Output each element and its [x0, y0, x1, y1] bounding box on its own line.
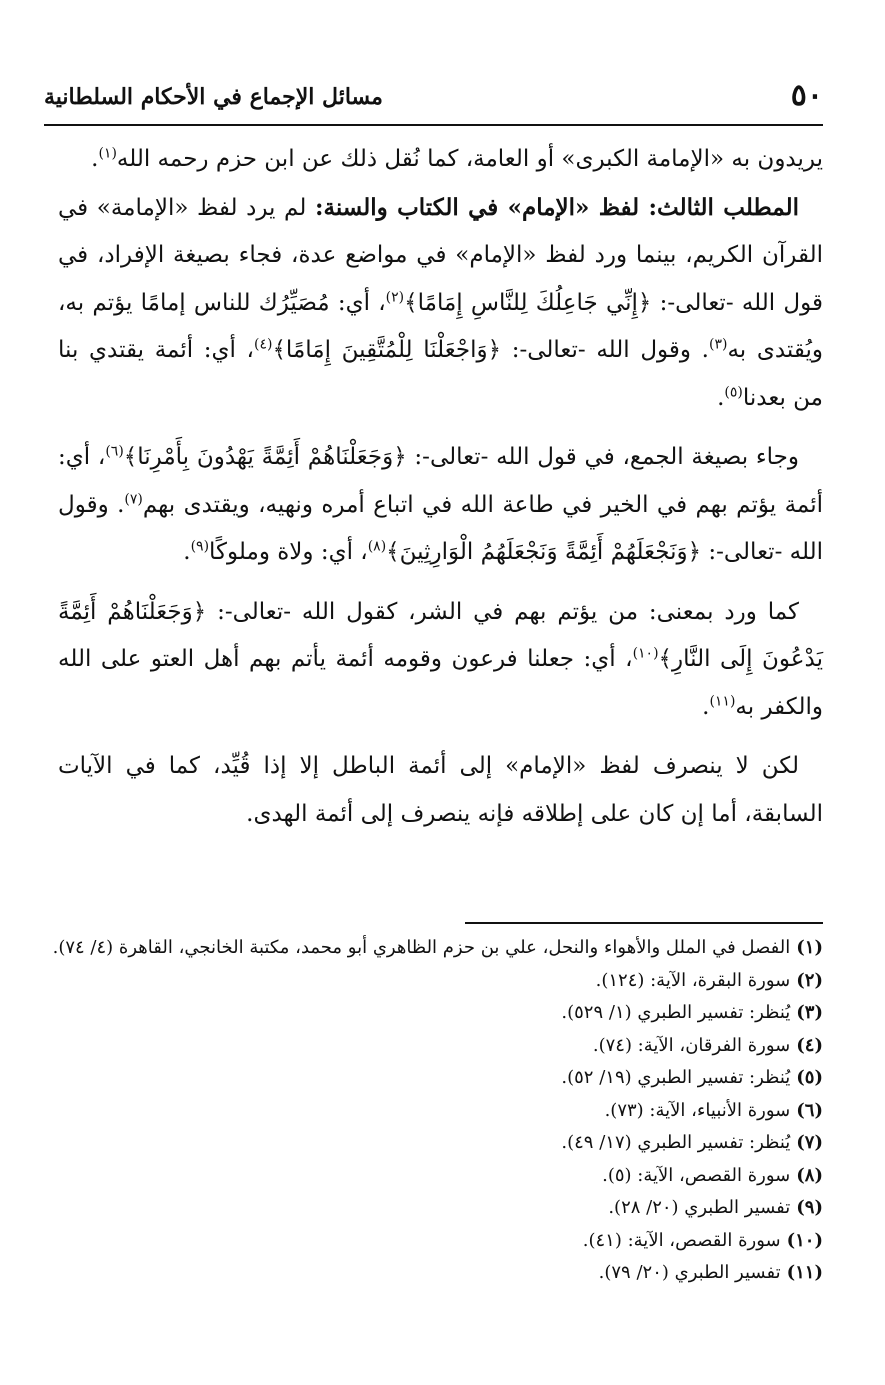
footnote-ref: (٧) — [124, 490, 143, 507]
paragraph-4-end: . — [702, 693, 710, 720]
footnote-ref: (٢) — [385, 288, 405, 305]
footnote-number: (٧) — [796, 1132, 823, 1153]
paragraph-4-part-1: كما ورد بمعنى: من يؤتم بهم في الشر، كقول الله -تعالى-: ﴿وَجَعَلْنَاهُمْ أَئِمَّةً يَدْعُونَ إِلَى النَّارِ﴾ — [58, 598, 823, 672]
footnote-number: (٩) — [796, 1197, 823, 1218]
paragraph-1 — [58, 136, 823, 184]
section-heading: المطلب الثالث: لفظ «الإمام» في الكتاب والسنة: — [315, 193, 799, 221]
footnote-number: (٢) — [796, 969, 823, 991]
footnote-ref: (٨) — [367, 538, 387, 555]
footnote-text: سورة القصص، الآية: (٥). — [602, 1164, 791, 1186]
footnote-text: تفسير الطبري (٢٠/ ٧٩). — [598, 1262, 781, 1283]
footnote-text: سورة الفرقان، الآية: (٧٤). — [592, 1034, 791, 1056]
footnote-number: (١) — [796, 937, 823, 958]
footnote-number: (١٠) — [786, 1229, 823, 1251]
paragraph-3 — [58, 434, 823, 577]
footnote-ref: (٣) — [708, 336, 728, 353]
footnote-number: (٦) — [796, 1099, 823, 1121]
footnote-text: سورة القصص، الآية: (٤١). — [582, 1229, 781, 1251]
paragraph-2-part-3: . وقول الله -تعالى-: ﴿وَاجْعَلْنَا لِلْمُتَّقِينَ إِمَامًا﴾ — [272, 337, 709, 363]
footnote-item — [44, 1062, 823, 1095]
footnote-item — [44, 1225, 823, 1258]
footnote-text: سورة الأنبياء، الآية: (٧٣). — [604, 1099, 791, 1121]
paragraph-5 — [58, 743, 823, 838]
footnote-number: (٤) — [796, 1034, 823, 1056]
footnote-ref: (٥) — [724, 383, 743, 400]
paragraph-3-part-1: وجاء بصيغة الجمع، في قول الله -تعالى-: ﴿وَجَعَلْنَاهُمْ أَئِمَّةً يَهْدُونَ بِأَمْرِنَا﴾ — [123, 444, 799, 470]
paragraph-3-part-4: ، أي: ولاة وملوكًا — [209, 539, 368, 565]
running-title: مسائل الإجماع في الأحكام السلطانية — [44, 84, 383, 110]
footnote-text: يُنظر: تفسير الطبري (١٩/ ٥٢). — [561, 1067, 791, 1088]
paragraph-2-part-1: لم يرد لفظ «الإمامة» في القرآن الكريم، بينما ورد لفظ «الإمام» في مواضع عدة، فجاء بصيغة الإفراد، في قول الله -تعالى-: ﴿إِنِّي جَاعِلُكَ لِلنَّاسِ إِمَامًا﴾ — [58, 194, 824, 316]
page-number: ٥٠ — [790, 78, 823, 113]
page-header — [44, 74, 823, 114]
footnote-text: تفسير الطبري (٢٠/ ٢٨). — [608, 1197, 791, 1218]
footnote-ref: (١٠) — [632, 645, 659, 662]
footnote-number: (٥) — [796, 1067, 823, 1088]
footnote-ref: (١١) — [709, 692, 736, 709]
paragraph-1-end: . — [91, 146, 99, 172]
footnote-item — [44, 1257, 823, 1290]
footnote-item — [44, 1192, 823, 1225]
footnote-number: (٨) — [796, 1164, 823, 1186]
paragraph-2-end: . — [717, 384, 725, 411]
footnote-ref: (٩) — [190, 538, 210, 555]
paragraph-3-end: . — [183, 539, 191, 565]
footnote-ref: (٤) — [253, 336, 273, 353]
footnote-text: الفصل في الملل والأهواء والنحل، علي بن حزم الظاهري أبو محمد، مكتبة الخانجي، القاهرة (٤/ ٧٤). — [52, 937, 791, 958]
footnote-divider — [465, 922, 823, 924]
paragraph-3-part-3: . وقول الله -تعالى-: ﴿وَنَجْعَلَهُمْ أَئِمَّةً وَنَجْعَلَهُمُ الْوَارِثِينَ﴾ — [58, 491, 823, 565]
main-text — [58, 136, 823, 838]
footnote-text: سورة البقرة، الآية: (١٢٤). — [595, 969, 791, 991]
footnote-item — [44, 1127, 823, 1160]
paragraph-4 — [58, 589, 823, 732]
paragraph-3-part-2: ، أي: أئمة يؤتم بهم في الخير في طاعة الله في اتباع أمره ونهيه، ويقتدى بهم — [58, 444, 823, 518]
paragraph-2-part-4: ، أي: أئمة يقتدي بنا من بعدنا — [58, 337, 823, 411]
paragraph-2-part-2: ، أي: مُصَيِّرُك للناس إمامًا يؤتم به، ويُقتدى به — [58, 289, 823, 363]
footnote-item — [44, 932, 823, 965]
footnotes — [44, 932, 823, 1290]
footnote-text: يُنظر: تفسير الطبري (١٧/ ٤٩). — [561, 1132, 791, 1153]
footnote-item — [44, 1160, 823, 1193]
footnote-number: (١١) — [786, 1262, 823, 1283]
footnote-item — [44, 997, 823, 1030]
paragraph-1-text: يريدون به «الإمامة الكبرى» أو العامة، كما نُقل ذلك عن ابن حزم رحمه الله — [116, 146, 823, 172]
footnote-text: يُنظر: تفسير الطبري (١/ ٥٢٩). — [561, 1002, 791, 1023]
footnote-item — [44, 1030, 823, 1063]
footnote-ref: (٦) — [105, 443, 124, 460]
paragraph-4-part-2: ، أي: جعلنا فرعون وقومه أئمة يأتم بهم أهل العتو على الله والكفر به — [58, 646, 823, 720]
footnote-ref: (١) — [98, 145, 117, 162]
footnote-item — [44, 1095, 823, 1128]
paragraph-5-text: لكن لا ينصرف لفظ «الإمام» إلى أئمة الباطل إلا إذا قُيِّد، كما في الآيات السابقة، أما إن كان على إطلاقه فإنه ينصرف إلى أئمة الهدى. — [58, 753, 823, 827]
footnote-item — [44, 965, 823, 998]
footnote-number: (٣) — [796, 1002, 823, 1023]
paragraph-2 — [58, 184, 823, 423]
header-divider — [44, 124, 823, 126]
